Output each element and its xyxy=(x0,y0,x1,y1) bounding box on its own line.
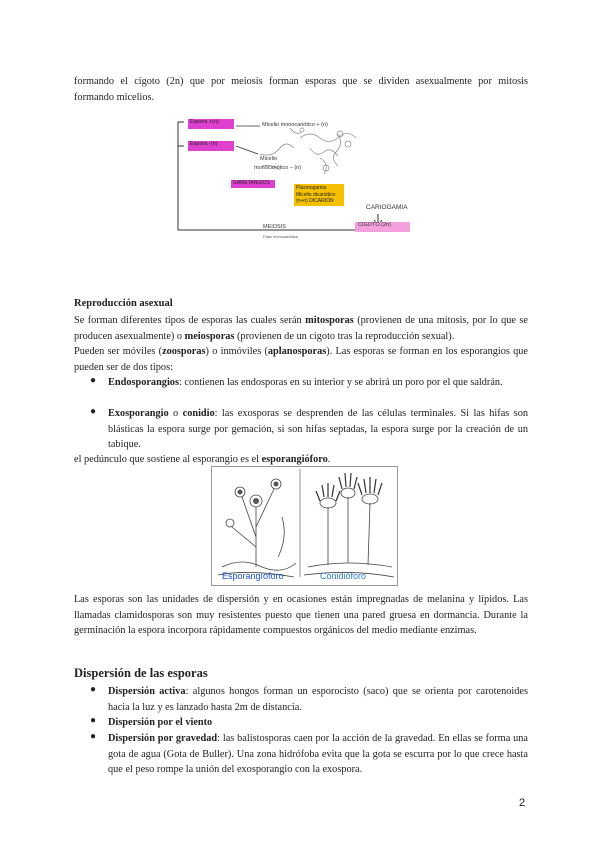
bullet-endosporangios xyxy=(108,375,528,391)
text-run: : algunos hongos forman un esporocisto (saco) que se orienta por carotenoides hacia la luz y es lanzado hasta 2m de distancia. xyxy=(108,686,528,713)
label-mono-minus-b: monocariótico – (n) xyxy=(254,165,302,171)
bullet-dispersion-viento xyxy=(108,715,528,731)
label-gametangia: GAMETANGIOS xyxy=(233,180,270,186)
bullet-dot: ● xyxy=(90,406,97,417)
bullet-dispersion-activa xyxy=(108,684,528,715)
text-run: (provienen de una mitosis, por lo que se producen asexualmente) o xyxy=(74,315,529,342)
label-mono-plus: Micelio monocariótico + (n) xyxy=(262,122,328,128)
bullet-dot: ● xyxy=(90,731,97,742)
page-number: 2 xyxy=(519,797,526,809)
section-heading-dispersal: Dispersión de las esporas xyxy=(74,666,208,680)
life-cycle-diagram xyxy=(150,108,440,248)
label-plasmogamy-b: Micelio dicariótico xyxy=(296,191,336,198)
term-aplanosporas: aplanosporas xyxy=(267,346,327,357)
label-spore-plus: Espora +(n) xyxy=(190,119,219,125)
term-esporangioforo: esporangióforo xyxy=(261,454,328,465)
text-run: o xyxy=(168,408,183,419)
asexual-paragraph-2 xyxy=(74,344,528,375)
asexual-paragraph-1 xyxy=(74,313,528,344)
text-run: : contienen las endosporas en su interior y se abrirá un poro por el que saldrán. xyxy=(178,377,503,388)
bullet-dispersion-gravedad xyxy=(108,731,528,778)
text-run: ). Las esporas se forman en los esporangios que pueden ser de dos tipos: xyxy=(74,346,529,373)
term-dispersion-viento: Dispersión por el viento xyxy=(108,717,213,728)
term-meiosporas: meiosporas xyxy=(184,330,235,342)
label-zygote: CIGOTO (2n) xyxy=(358,222,391,228)
label-meiosis: MEIOSIS xyxy=(263,224,286,230)
section-heading-asexual: Reproducción asexual xyxy=(74,298,173,309)
text-run: : las balistosporas caen por la acción de la gravedad. En ellas se forma una gota de agua (Gota de Buller). Una zona hidrófoba evita que la gota se escurra por lo que crece hasta que el peso rompe la unión del exosporangio con la exospora. xyxy=(108,733,528,775)
caption-conidioforo: Conidióforo xyxy=(320,571,367,581)
label-plasmogamy-a: Plasmogamia xyxy=(296,185,327,191)
intro-line-2: formando micelios. xyxy=(74,91,155,103)
text-run: Pueden ser móviles ( xyxy=(74,346,163,357)
term-exosporangio: Exosporangio xyxy=(108,408,169,419)
text-run: : las exosporas se desprenden de las células terminales. Si las hifas son blásticas la espora surge por gemación, si son hifas septadas, la espora surge por la creación de un tabique. xyxy=(108,408,529,450)
bullet-dot: ● xyxy=(90,715,97,726)
label-mono-minus-a: Micelio xyxy=(260,156,278,162)
term-endosporangios: Endosporangios xyxy=(108,377,179,388)
bullet-dot: ● xyxy=(90,684,97,695)
text-run: Se forman diferentes tipos de esporas las cuales serán xyxy=(74,315,306,326)
sporangiophore-drawing xyxy=(212,467,397,585)
term-dispersion-activa: Dispersión activa xyxy=(108,686,186,697)
spores-paragraph: Las esporas son las unidades de dispersión y en ocasiones están impregnadas de melanina y lípidos. Las llamadas clamidosporas son muy resistentes puesto que tienen una pared gruesa en dormancia. Durante la germinación la espora incorpora rápidamente compuestos orgánicos del medio mediante enzimas. xyxy=(74,594,528,636)
term-dispersion-gravedad: Dispersión por gravedad xyxy=(108,733,218,744)
intro-text xyxy=(74,74,528,105)
caption-esporangioforo: Esporangíoforo xyxy=(222,571,284,581)
label-karyogamy: CARIOGAMIA xyxy=(366,204,408,211)
term-mitosporas: mitosporas xyxy=(305,315,354,326)
bullet-exosporangio xyxy=(108,406,528,453)
term-conidio: conidio xyxy=(182,408,215,419)
text-run: . xyxy=(327,454,331,465)
life-cycle-svg xyxy=(150,108,440,248)
term-zoosporas: zoosporas xyxy=(162,346,206,357)
text-run: el pedúnculo que sostiene al esporangio es el xyxy=(74,454,262,465)
text-run: (provienen de un cigoto tras la reproducción sexual). xyxy=(234,330,455,342)
label-plasmogamy xyxy=(296,185,335,205)
bullet-dot: ● xyxy=(90,375,97,386)
label-plasmogamy-c: (n+n) DICARIÓN xyxy=(296,198,334,204)
text-run: ) o inmóviles ( xyxy=(205,346,268,357)
label-meiosis-sub: Fase monocariótica xyxy=(263,234,298,239)
intro-line-1: formando el cigoto (2n) que por meiosis forman esporas que se dividen asexualmente por mitosis xyxy=(74,76,528,87)
label-spore-minus: Espora -(n) xyxy=(190,141,218,147)
sporangiophore-figure xyxy=(211,466,398,586)
